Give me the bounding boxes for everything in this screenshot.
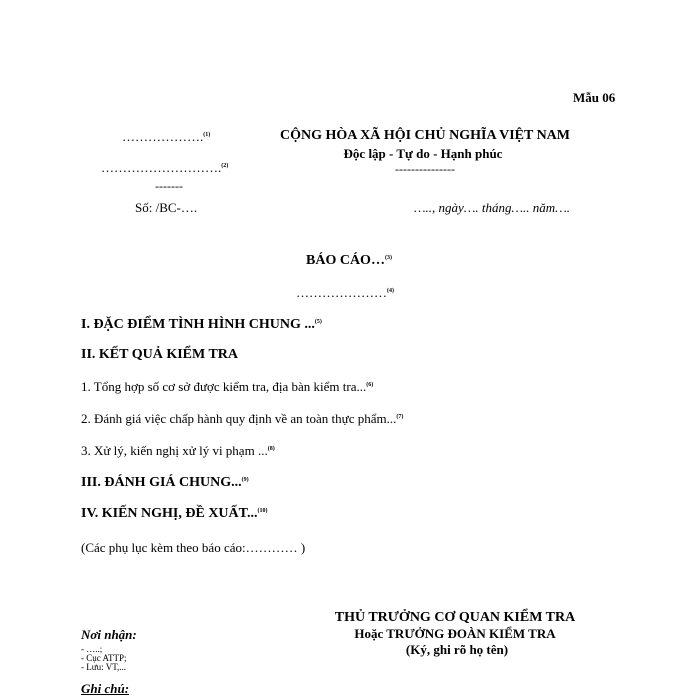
section-1-heading <box>81 317 322 333</box>
country-name: CỘNG HÒA XÃ HỘI CHỦ NGHĨA VIỆT NAM <box>279 128 571 143</box>
agency-name-placeholder: ………………. <box>122 129 204 144</box>
notes-label: Ghi chú: <box>81 681 130 696</box>
recipients-label: Nơi nhận: <box>81 627 137 642</box>
section-2-item-2-text: 2. Đánh giá việc chấp hành quy định về an toàn thực phẩm... <box>81 411 397 426</box>
note-ref-10: (10) <box>257 508 268 514</box>
note-ref-1: (1) <box>203 132 211 138</box>
national-motto: Độc lập - Tự do - Hạnh phúc <box>343 146 503 161</box>
note-ref-5: (5) <box>314 319 322 325</box>
recipient-item: - Lưu: VT,... <box>81 662 127 672</box>
unit-name-line <box>101 160 228 176</box>
note-ref-8: (8) <box>267 446 275 452</box>
section-2-item-1-text: 1. Tổng hợp số cơ sở được kiểm tra, địa bàn kiểm tra... <box>81 379 367 394</box>
report-subtitle <box>296 285 394 301</box>
signature-alt-title: Hoặc TRƯỞNG ĐOÀN KIỂM TRA <box>354 626 556 641</box>
right-header-divider: --------------- <box>395 162 455 176</box>
report-subtitle-text: ………………… <box>296 285 387 300</box>
recipient-item: - Cục ATTP; <box>81 653 127 663</box>
place-date-line: ….., ngày…. tháng….. năm…. <box>414 200 571 215</box>
section-3-text: III. ĐÁNH GIÁ CHUNG... <box>81 475 242 490</box>
section-4-heading <box>81 506 267 522</box>
note-ref-7: (7) <box>396 414 404 420</box>
note-ref-6: (6) <box>366 382 374 388</box>
signature-instruction: (Ký, ghi rõ họ tên) <box>405 642 509 657</box>
note-ref-2: (2) <box>221 163 229 169</box>
section-1-text: I. ĐẶC ĐIỂM TÌNH HÌNH CHUNG ... <box>81 317 315 332</box>
recipient-item: - …..; <box>81 644 103 654</box>
section-2-heading: II. KẾT QUẢ KIỂM TRA <box>81 347 239 362</box>
unit-name-placeholder: ………………………. <box>101 160 222 175</box>
note-ref-3: (3) <box>384 255 392 261</box>
report-title-text: BÁO CÁO… <box>306 253 385 268</box>
left-header-divider: ------- <box>155 179 183 193</box>
appendix-line: (Các phụ lục kèm theo báo cáo:………… ) <box>81 540 306 555</box>
section-2-item-1 <box>81 379 373 395</box>
section-4-text: IV. KIẾN NGHỊ, ĐỀ XUẤT... <box>81 506 258 521</box>
section-2-item-3-text: 3. Xử lý, kiến nghị xử lý vi phạm ... <box>81 443 268 458</box>
agency-name-line <box>122 129 210 145</box>
report-title <box>306 253 392 269</box>
note-ref-4: (4) <box>387 288 394 294</box>
section-3-heading <box>81 475 249 491</box>
recipients-list <box>81 645 127 672</box>
form-code: Mẫu 06 <box>573 90 616 105</box>
section-2-item-3 <box>81 443 275 459</box>
note-ref-9: (9) <box>241 477 249 483</box>
document-number: Số: /BC-…. <box>135 200 198 215</box>
section-2-item-2 <box>81 411 403 427</box>
signature-title: THỦ TRƯỞNG CƠ QUAN KIỂM TRA <box>334 610 576 625</box>
